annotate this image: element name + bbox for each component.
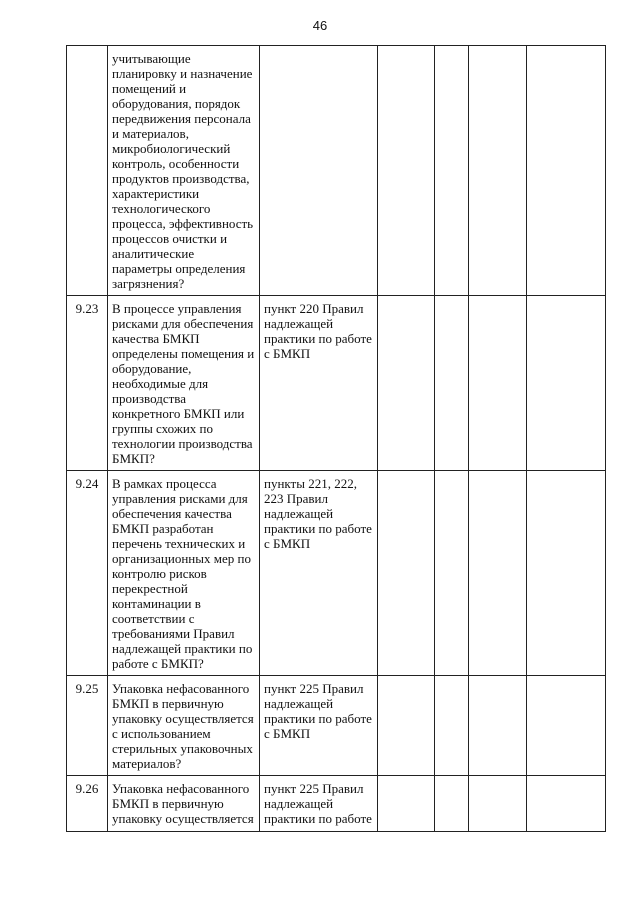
row-number: 9.26	[67, 776, 108, 832]
row-number: 9.23	[67, 296, 108, 471]
answer-cell-no	[435, 776, 469, 832]
notes-cell	[527, 776, 606, 832]
legal-reference: пункт 220 Правил надлежащей практики по работе с БМКП	[260, 296, 378, 471]
answer-cell-na	[469, 676, 527, 776]
legal-reference: пункт 225 Правил надлежащей практики по работе с БМКП	[260, 676, 378, 776]
answer-cell-yes	[378, 776, 435, 832]
table-row	[67, 296, 606, 471]
legal-reference: пункт 225 Правил надлежащей практики по работе	[260, 776, 378, 832]
answer-cell-no	[435, 676, 469, 776]
answer-cell-na	[469, 296, 527, 471]
table-row	[67, 676, 606, 776]
checklist-table	[66, 45, 606, 832]
answer-cell-na	[469, 46, 527, 296]
row-number	[67, 46, 108, 296]
legal-reference	[260, 46, 378, 296]
requirement-question: В процессе управления рисками для обеспечения качества БМКП определены помещения и оборудование, необходимые для производства конкретного БМКП или группы схожих по технологии производства БМКП?	[108, 296, 260, 471]
row-number: 9.25	[67, 676, 108, 776]
answer-cell-yes	[378, 46, 435, 296]
answer-cell-no	[435, 46, 469, 296]
answer-cell-yes	[378, 296, 435, 471]
notes-cell	[527, 676, 606, 776]
answer-cell-yes	[378, 471, 435, 676]
requirement-question: Упаковка нефасованного БМКП в первичную упаковку осуществляется	[108, 776, 260, 832]
legal-reference: пункты 221, 222, 223 Правил надлежащей практики по работе с БМКП	[260, 471, 378, 676]
requirement-question: Упаковка нефасованного БМКП в первичную упаковку осуществляется с использованием стерильных упаковочных материалов?	[108, 676, 260, 776]
notes-cell	[527, 46, 606, 296]
row-number: 9.24	[67, 471, 108, 676]
answer-cell-na	[469, 776, 527, 832]
requirement-question: учитывающие планировку и назначение помещений и оборудования, порядок передвижения персонала и материалов, микробиологический контроль, особенности продуктов производства, характеристики технологического процесса, эффективность процессов очистки и аналитические параметры определения загрязнения?	[108, 46, 260, 296]
answer-cell-na	[469, 471, 527, 676]
requirement-question: В рамках процесса управления рисками для обеспечения качества БМКП разработан перечень технических и организационных мер по контролю рисков перекрестной контаминации в соответствии с требованиями Правил надлежащей практики по работе с БМКП?	[108, 471, 260, 676]
answer-cell-yes	[378, 676, 435, 776]
page-number: 46	[312, 18, 328, 33]
table-row	[67, 46, 606, 296]
notes-cell	[527, 471, 606, 676]
table-row	[67, 471, 606, 676]
answer-cell-no	[435, 296, 469, 471]
notes-cell	[527, 296, 606, 471]
table-row	[67, 776, 606, 832]
answer-cell-no	[435, 471, 469, 676]
